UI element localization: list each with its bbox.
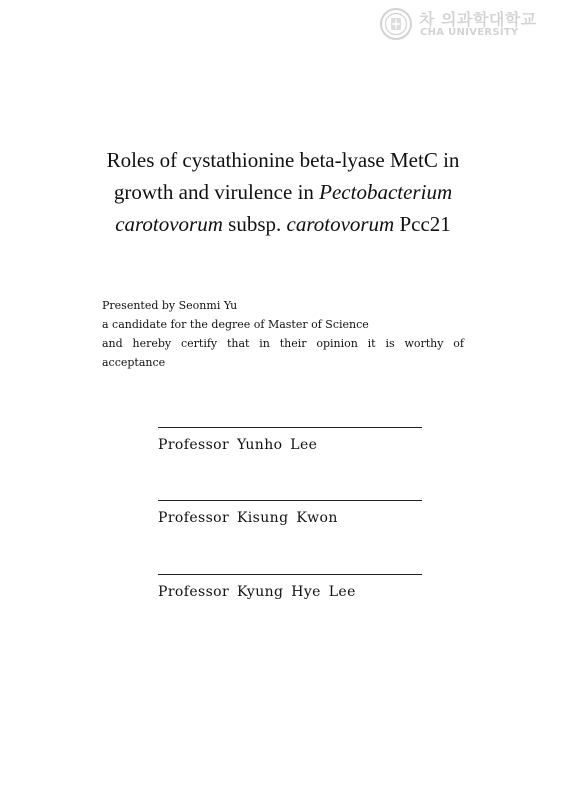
signature-line bbox=[158, 574, 422, 575]
university-watermark bbox=[380, 8, 556, 42]
acceptance-line: acceptance bbox=[102, 356, 166, 369]
title-line-2-text: growth and virulence in bbox=[113, 180, 320, 204]
signature-block-2 bbox=[158, 500, 422, 526]
title-subspecies: carotovorum bbox=[286, 212, 395, 236]
certify-word: that bbox=[226, 337, 250, 350]
watermark-korean-name: 차 의과학대학교 bbox=[419, 10, 537, 29]
certify-word: it bbox=[367, 337, 376, 350]
certify-word: opinion bbox=[316, 337, 358, 350]
certify-word: of bbox=[453, 337, 464, 350]
presented-by: Presented by Seonmi Yu bbox=[102, 299, 238, 312]
signature-block-1 bbox=[158, 427, 422, 453]
certify-word: is bbox=[385, 337, 395, 350]
title-subsp: subsp. bbox=[222, 212, 287, 236]
university-seal-icon bbox=[380, 8, 412, 40]
certification-statement bbox=[102, 296, 464, 372]
thesis-title bbox=[60, 144, 506, 240]
signature-block-3 bbox=[158, 574, 422, 600]
certify-word: hereby bbox=[132, 337, 172, 350]
certify-word: in bbox=[259, 337, 270, 350]
watermark-english-name: CHA UNIVERSITY bbox=[420, 27, 519, 38]
candidate-line: a candidate for the degree of Master of Science bbox=[102, 318, 369, 331]
title-genus: Pectobacterium bbox=[319, 180, 453, 204]
title-species: carotovorum bbox=[115, 212, 223, 236]
professor-name: Professor Kyung Hye Lee bbox=[158, 584, 356, 600]
certify-word: certify bbox=[180, 337, 218, 350]
title-strain: Pcc21 bbox=[394, 212, 451, 236]
professor-name: Professor Yunho Lee bbox=[158, 437, 318, 453]
title-line-1: Roles of cystathionine beta-lyase MetC in bbox=[106, 148, 460, 172]
certify-word: and bbox=[102, 337, 123, 350]
signature-line bbox=[158, 427, 422, 428]
certify-line bbox=[102, 334, 464, 353]
professor-name: Professor Kisung Kwon bbox=[158, 510, 338, 526]
signature-line bbox=[158, 500, 422, 501]
certify-word: worthy bbox=[404, 337, 444, 350]
certify-word: their bbox=[279, 337, 307, 350]
